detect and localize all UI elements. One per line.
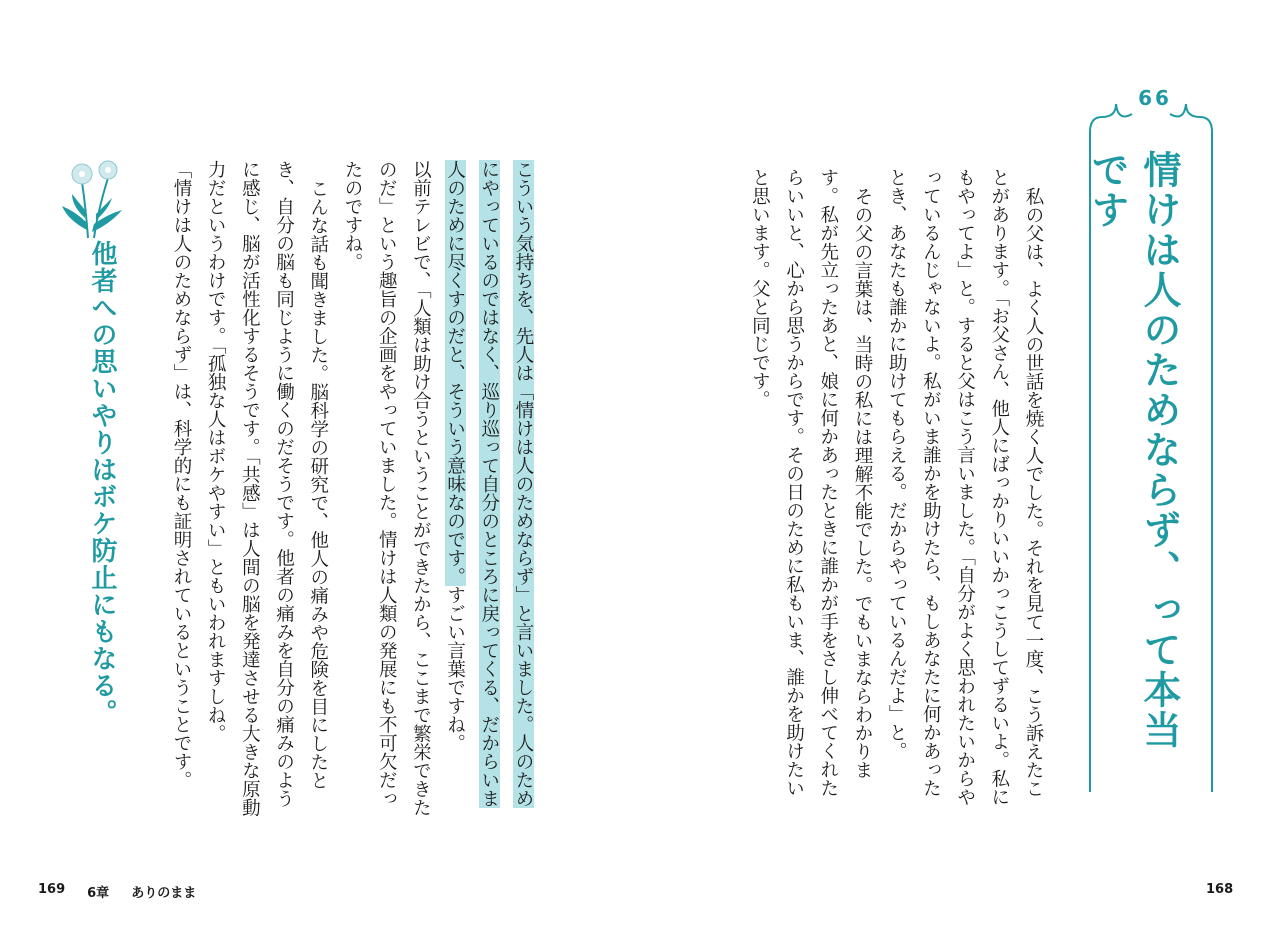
chapter-title: ありのまま: [131, 886, 197, 901]
dandelion-flower-icon: [58, 150, 128, 240]
section-title: 情けは人のためならず、って本当です: [1085, 150, 1181, 750]
left-paragraph-1-rest: すごい言葉ですね。: [444, 585, 466, 752]
highlighted-passage: こういう気持ちを、先人は「情けは人のためならず」と言いました。人のためにやっているのではなく、巡り巡って自分のところに戻ってくる、だからいま人のために尽くすのだと、そういう意味なのです。: [444, 160, 534, 808]
left-paragraph-4: 「情けは人のためならず」は、科学的にも証明されているということです。: [170, 160, 192, 789]
page-number-right: 168: [1206, 882, 1234, 897]
page-number-left: 169: [38, 882, 66, 897]
summary-callout: 他者への思いやりはボケ防止にもなる。: [87, 240, 117, 726]
section-number: 66: [1138, 86, 1172, 110]
left-paragraph-2: 以前テレビで、「人類は助け合うということができたから、ここまで繁栄できたのだ」という趣旨の企画をやっていました。情けは人類の発展にも不可欠だったのですね。: [341, 160, 432, 817]
right-page-body: [730, 168, 1050, 808]
left-footer: [38, 882, 196, 901]
left-paragraph-1: [437, 160, 540, 820]
right-paragraph-1: 私の父は、よく人の世話を焼く人でした。それを見て一度、こう訴えたことがあります。「お父さん、他人にばっかりいいかっこうしてずるいよ。私にもやってよ」と。すると父はこう言いました。「自分がよく思われたいからやっているんじゃないよ。私がいま誰かを助けたら、もしあなたに何かあったとき、あなたも誰かに助けてもらえる。だからやっているんだよ」と。: [886, 168, 1044, 807]
right-paragraph-2: その父の言葉は、当時の私には理解不能でした。でもいまならわかります。私が先立ったあと、娘に何かあったときに誰かが手をさし伸べてくれたらいいと、心から思うからです。その日のために私もいま、誰かを助けたいと思います。父と同じです。: [749, 168, 873, 797]
left-page-body: [150, 160, 540, 820]
chapter-label: 6章: [87, 886, 110, 901]
left-paragraph-3: こんな話も聞きました。脳科学の研究で、他人の痛みや危険を目にしたとき、自分の脳も同じように働くのだそうです。他者の痛みを自分の痛みのように感じ、脳が活性化するそうです。「共感」は人間の脳を発達させる大きな原動力だというわけです。「孤独な人はボケやすい」ともいわれますしね。: [205, 160, 329, 817]
